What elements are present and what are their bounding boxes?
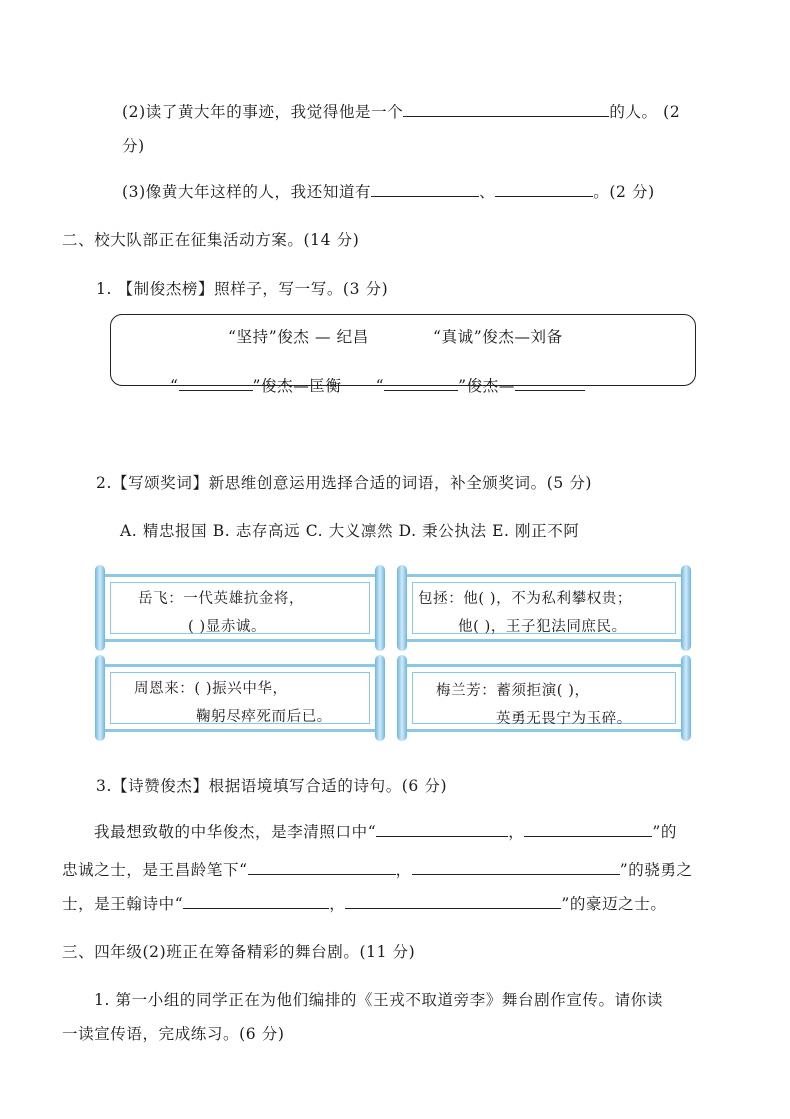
fill-1-tail: ”俊杰—匡衡 [252,377,342,395]
poem-text: 我最想致敬的中华俊杰，是李清照口中“ [94,823,377,841]
poem-line-3 [62,892,666,914]
section-2-heading: 二、校大队部正在征集活动方案。(14 分) [62,231,360,249]
scroll-text: 岳飞：一代英雄抗金将， [138,591,305,607]
scroll-text: ( )显赤诚。 [188,619,267,635]
poem-text: 士，是王翰诗中“ [62,895,184,913]
poem-text: ”的豪迈之士。 [561,895,667,913]
word-options: A. 精忠报国 B. 志存高远 C. 大义凛然 D. 秉公执法 E. 刚正不阿 [120,522,580,540]
poem-line-2 [62,858,693,880]
poem-comma: ， [508,823,525,841]
answer-blank[interactable] [183,894,329,909]
poem-line-1 [94,820,677,842]
scroll-text: 包拯：他( )，不为私利攀权贵； [418,591,633,607]
answer-blank[interactable] [495,182,593,197]
scroll-rod [375,565,385,651]
q2-wrap: 分) [122,137,145,155]
scroll-card-baozheng [403,574,685,642]
section-3-heading: 三、四年级(2)班正在筹备精彩的舞台剧。(11 分) [62,943,416,961]
q3-sep: 、 [479,183,496,201]
q3-1-line-2: 一读宣传语，完成练习。(6 分) [62,1025,285,1043]
scroll-text: 鞠躬尽瘁死而后已。 [196,709,332,725]
scroll-card-zhouenlai [101,664,379,732]
fill-2-tail: ”俊杰— [458,377,515,395]
answer-blank[interactable] [524,822,652,837]
q2-tail: 的人。 (2 [609,103,681,121]
scroll-rod [397,655,407,741]
answer-blank[interactable] [345,894,561,909]
answer-blank[interactable] [376,822,508,837]
poem-text: 忠诚之士，是王昌龄笔下“ [62,861,248,879]
answer-blank[interactable] [384,376,458,391]
scroll-text: 周恩来：( )振兴中华， [134,681,288,697]
poem-comma: ， [395,861,412,879]
answer-blank[interactable] [412,860,620,875]
example-2: “真诚”俊杰—刘备 [433,328,563,346]
q2-1-title: 1. 【制俊杰榜】照样子，写一写。(3 分) [96,280,389,298]
scroll-rod [397,565,407,651]
open-quote: “ [170,377,179,395]
poem-text: ”的骁勇之 [619,861,693,879]
answer-blank[interactable] [179,376,253,391]
q3-text: (3)像黄大年这样的人，我还知道有 [122,183,372,201]
answer-blank[interactable] [248,860,396,875]
open-quote: “ [375,377,385,395]
fill-row [170,374,585,396]
q3-tail: 。(2 分) [593,183,655,201]
scroll-rod [681,655,691,741]
scroll-card-yuefei [101,574,379,642]
scroll-rod [375,655,385,741]
q2-3-title: 3.【诗赞俊杰】根据语境填写合适的诗句。(6 分) [96,777,448,795]
scroll-rod [681,565,691,651]
answer-blank[interactable] [515,376,585,391]
answer-blank[interactable] [403,102,609,117]
poem-text: ”的 [652,823,677,841]
question-1-2 [122,100,680,122]
scroll-text: 英勇无畏宁为玉碎。 [496,711,632,727]
answer-blank[interactable] [371,182,479,197]
poem-comma: ， [329,895,346,913]
q2-2-title: 2.【写颂奖词】新思维创意运用选择合适的词语，补全颁奖词。(5 分) [96,474,593,492]
question-1-3 [122,180,655,202]
scroll-text: 梅兰芳：蓄须拒演( )， [436,683,590,699]
scroll-rod [95,565,105,651]
scroll-card-meilanfang [403,664,685,732]
q2-text: (2)读了黄大年的事迹，我觉得他是一个 [122,103,404,121]
example-1: “坚持”俊杰 — 纪昌 [228,328,369,346]
q3-1-line-1: 1. 第一小组的同学正在为他们编排的《王戎不取道旁李》舞台剧作宣传。请你读 [94,991,663,1009]
scroll-text: 他( )，王子犯法同庶民。 [458,619,627,635]
scroll-rod [95,655,105,741]
